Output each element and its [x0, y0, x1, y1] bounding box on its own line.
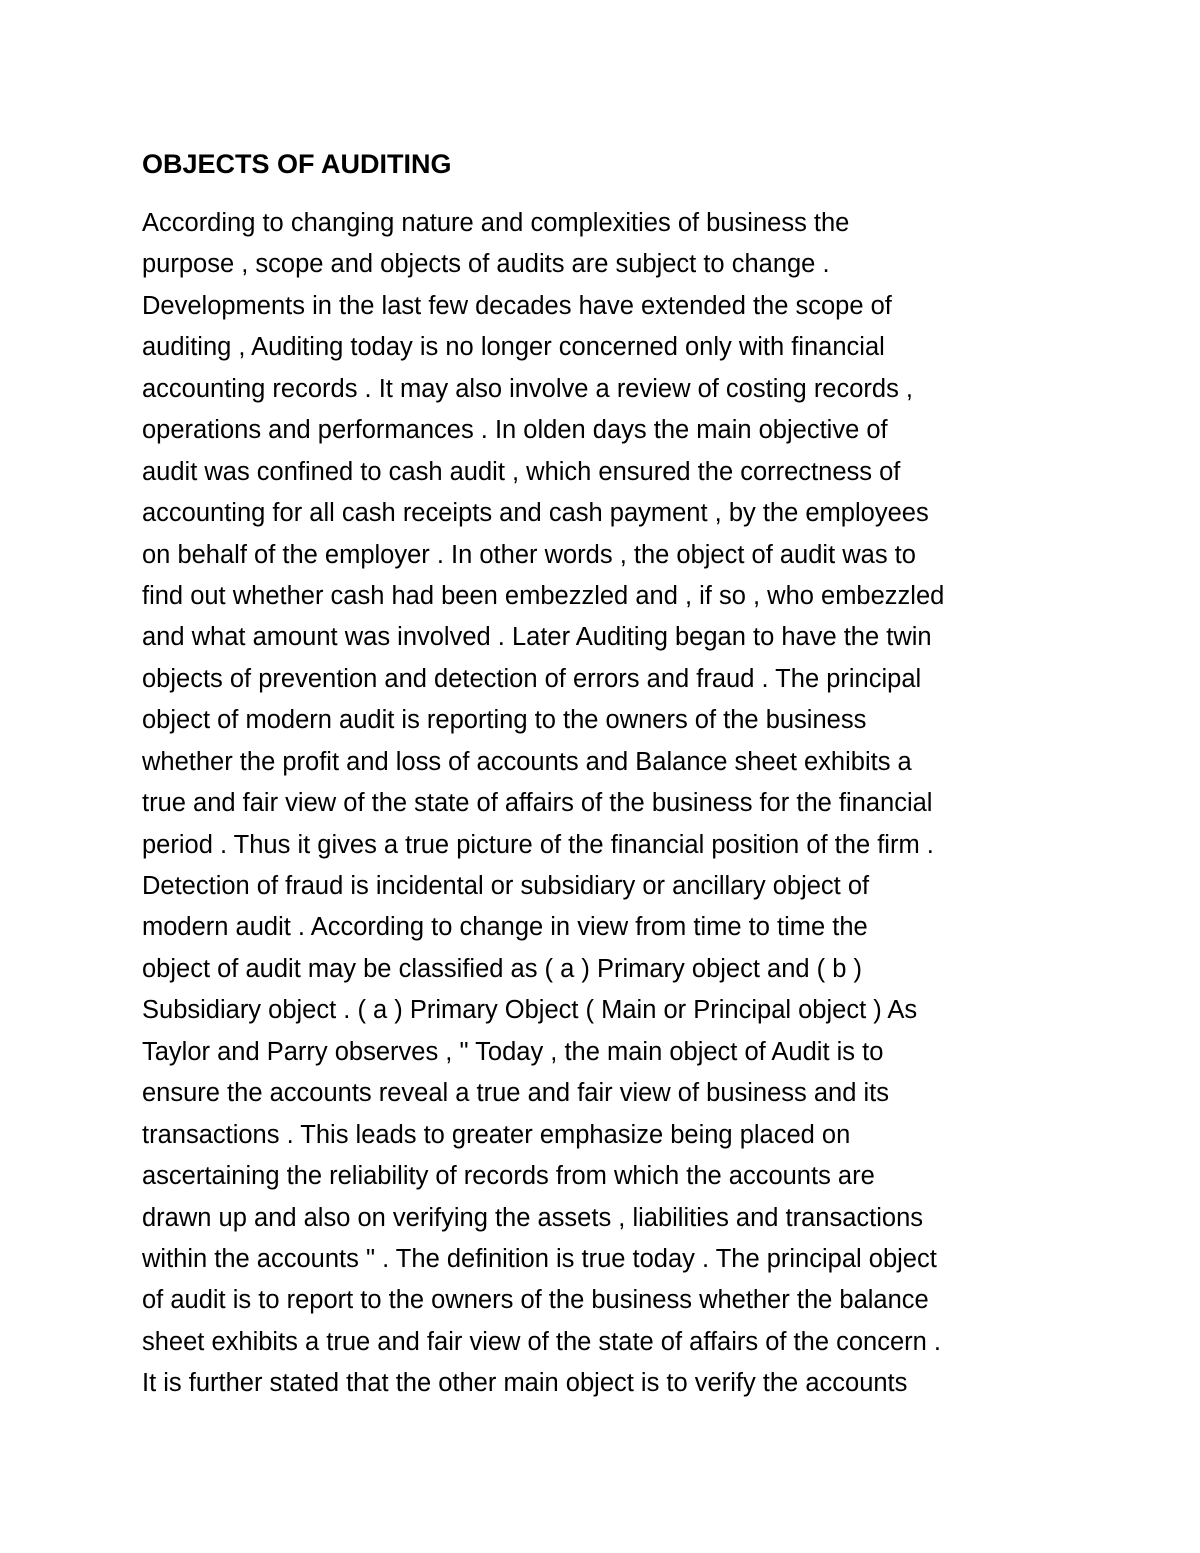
- text-line: audit was confined to cash audit , which ensured the correctness of: [142, 457, 901, 486]
- text-line: objects of prevention and detection of errors and fraud . The principal: [142, 664, 922, 693]
- text-line: find out whether cash had been embezzled and , if so , who embezzled: [142, 581, 945, 610]
- text-line: According to changing nature and complexities of business the: [142, 209, 850, 237]
- text-line: Taylor and Parry observes , " Today , the main object of Audit is to: [142, 1037, 884, 1066]
- text-line: ensure the accounts reveal a true and fair view of business and its: [142, 1079, 890, 1108]
- text-line: sheet exhibits a true and fair view of the state of affairs of the concern .: [142, 1327, 941, 1356]
- text-line: transactions . This leads to greater emphasize being placed on: [142, 1120, 851, 1149]
- text-line: modern audit . According to change in view from time to time the: [142, 913, 868, 942]
- text-line: on behalf of the employer . In other words , the object of audit was to: [142, 540, 916, 569]
- text-line: operations and performances . In olden days the main objective of: [142, 416, 888, 445]
- text-line: Detection of fraud is incidental or subsidiary or ancillary object of: [142, 872, 870, 900]
- body-paragraph: [142, 203, 1072, 1405]
- text-line: auditing , Auditing today is no longer concerned only with financial: [142, 333, 885, 362]
- text-line: accounting records . It may also involve a review of costing records ,: [142, 374, 914, 403]
- text-line: of audit is to report to the owners of the business whether the balance: [142, 1286, 929, 1315]
- text-line: ascertaining the reliability of records from which the accounts are: [142, 1162, 875, 1191]
- text-line: object of audit may be classified as ( a ) Primary object and ( b ): [142, 954, 862, 983]
- page-title: OBJECTS OF AUDITING: [142, 149, 452, 179]
- text-line: period . Thus it gives a true picture of the financial position of the firm .: [142, 830, 934, 859]
- text-line: accounting for all cash receipts and cash payment , by the employees: [142, 499, 929, 528]
- text-line: Developments in the last few decades have extended the scope of: [142, 291, 892, 320]
- text-line: whether the profit and loss of accounts and Balance sheet exhibits a: [142, 747, 912, 776]
- text-line: Subsidiary object . ( a ) Primary Object ( Main or Principal object ) As: [142, 996, 918, 1025]
- text-line: drawn up and also on verifying the assets , liabilities and transactions: [142, 1203, 924, 1232]
- text-line: It is further stated that the other main object is to verify the accounts: [142, 1369, 908, 1398]
- text-line: and what amount was involved . Later Auditing began to have the twin: [142, 623, 932, 652]
- text-line: object of modern audit is reporting to the owners of the business: [142, 706, 867, 735]
- text-line: within the accounts " . The definition is true today . The principal object: [142, 1244, 937, 1273]
- text-line: purpose , scope and objects of audits are subject to change .: [142, 250, 830, 279]
- text-line: true and fair view of the state of affairs of the business for the financial: [142, 789, 933, 818]
